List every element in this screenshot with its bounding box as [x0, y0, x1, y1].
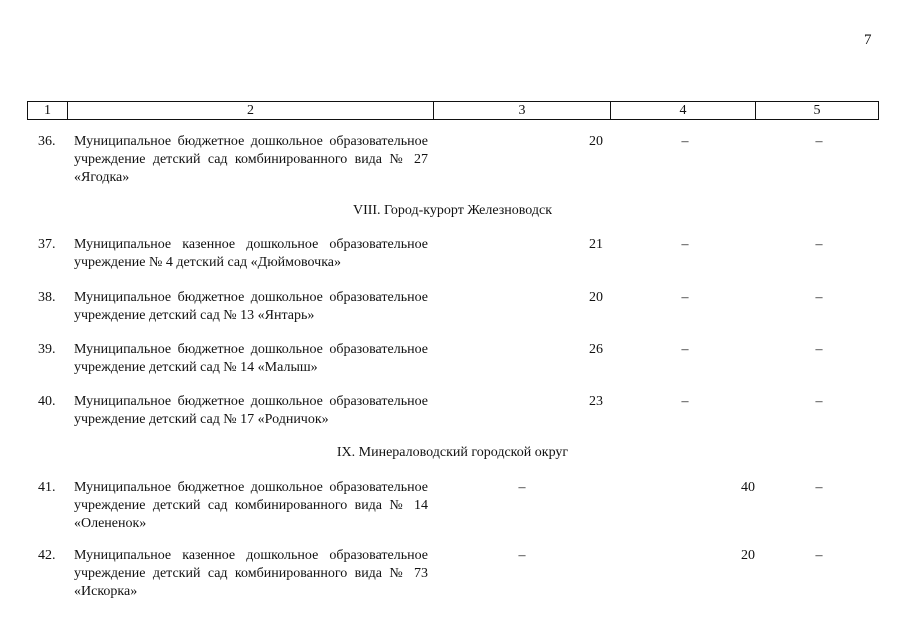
institution-name: Муниципальное бюджетное дошкольное образовательное учреждение детский сад № 17 «Родничок»	[74, 394, 428, 427]
row-number: 40.	[38, 394, 56, 409]
page-number: 7	[864, 32, 872, 48]
row-number: 42.	[38, 548, 56, 563]
column-5-value: –	[815, 548, 823, 563]
column-3-value: 23	[589, 394, 603, 409]
column-header-1: 1	[28, 102, 68, 120]
institution-name: Муниципальное казенное дошкольное образовательное учреждение детский сад комбинированного вида № 73 «Искорка»	[74, 548, 428, 599]
row-number: 39.	[38, 342, 56, 357]
column-header-2: 2	[68, 102, 434, 120]
column-4-value: –	[681, 134, 689, 149]
row-number: 41.	[38, 480, 56, 495]
column-4-value: 40	[741, 480, 755, 495]
column-3-value: 20	[589, 134, 603, 149]
institution-name: Муниципальное бюджетное дошкольное образовательное учреждение детский сад № 13 «Янтарь»	[74, 290, 428, 323]
column-5-value: –	[815, 134, 823, 149]
column-4-value: 20	[741, 548, 755, 563]
institution-name: Муниципальное бюджетное дошкольное образовательное учреждение детский сад комбинированного вида № 14 «Олененок»	[74, 480, 428, 531]
column-4-value: –	[681, 342, 689, 357]
column-4-value: –	[681, 237, 689, 252]
column-3-value: –	[518, 548, 526, 563]
column-5-value: –	[815, 290, 823, 305]
section-title: IX. Минераловодский городской округ	[336, 445, 569, 460]
column-header-table	[27, 101, 879, 120]
institution-name: Муниципальное бюджетное дошкольное образовательное учреждение детский сад комбинированного вида № 27 «Ягодка»	[74, 134, 428, 185]
column-4-value: –	[681, 394, 689, 409]
column-header-3: 3	[434, 102, 611, 120]
column-5-value: –	[815, 237, 823, 252]
row-number: 37.	[38, 237, 56, 252]
institution-name: Муниципальное казенное дошкольное образовательное учреждение № 4 детский сад «Дюймовочка»	[74, 237, 428, 270]
column-3-value: 21	[589, 237, 603, 252]
row-number: 36.	[38, 134, 56, 149]
column-header-4: 4	[611, 102, 756, 120]
column-3-value: 26	[589, 342, 603, 357]
column-3-value: –	[518, 480, 526, 495]
column-3-value: 20	[589, 290, 603, 305]
institution-name: Муниципальное бюджетное дошкольное образовательное учреждение детский сад № 14 «Малыш»	[74, 342, 428, 375]
section-title: VIII. Город-курорт Железноводск	[352, 203, 553, 218]
row-number: 38.	[38, 290, 56, 305]
column-header-5: 5	[756, 102, 879, 120]
column-4-value: –	[681, 290, 689, 305]
column-5-value: –	[815, 480, 823, 495]
column-5-value: –	[815, 394, 823, 409]
column-5-value: –	[815, 342, 823, 357]
